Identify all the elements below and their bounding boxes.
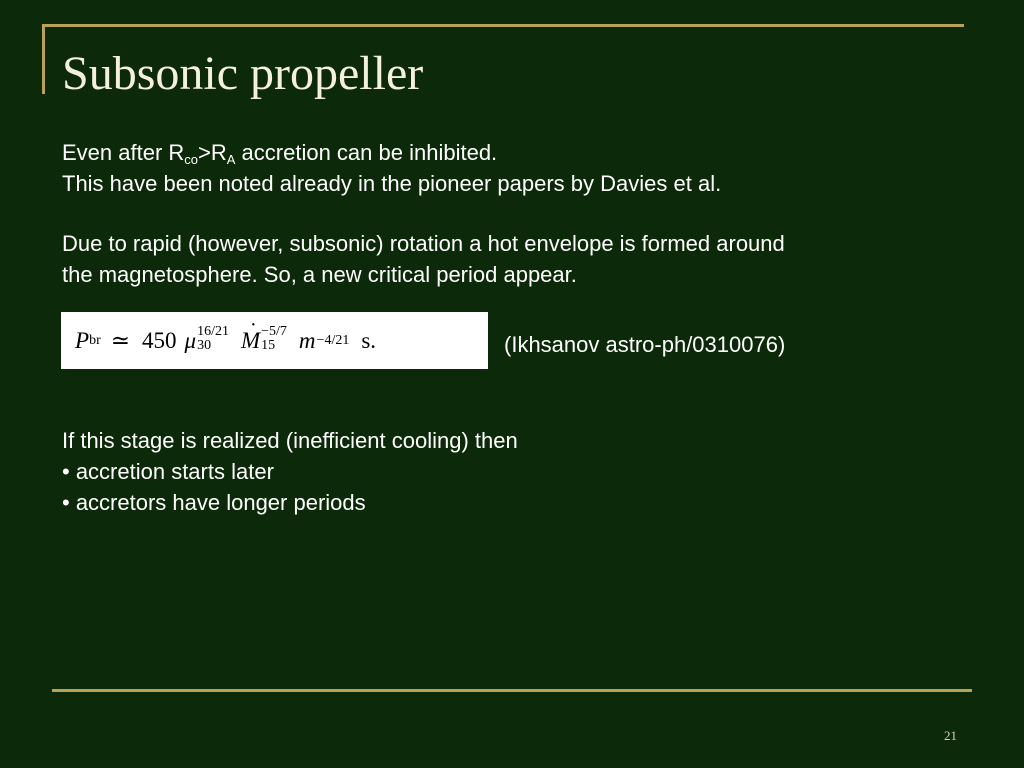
frame-top-rule (42, 24, 964, 27)
formula-m: m (298, 327, 316, 353)
formula-mu-scripts (197, 325, 229, 353)
slide-title: Subsonic propeller (62, 47, 424, 100)
paragraph-line: This have been noted already in the pioneer papers by Davies et al. (62, 171, 722, 196)
formula-mdot: · M (241, 328, 260, 354)
critical-period-formula (61, 312, 488, 369)
formula-unit: s. (361, 327, 377, 353)
frame-bottom-rule (52, 689, 972, 692)
formula-p: P (75, 327, 90, 353)
formula-mu: μ (184, 327, 197, 353)
paragraph-line: the magnetosphere. So, a new critical period appear. (62, 262, 577, 287)
text-run: >R (198, 140, 227, 165)
formula-approx: ≃ (110, 327, 131, 353)
paragraph-accretion-inhibited (62, 137, 721, 199)
reference-citation: (Ikhsanov astro-ph/0310076) (504, 332, 786, 357)
formula-coef: 450 (142, 327, 177, 353)
formula-p-sub: br (89, 332, 101, 348)
paragraph-line (62, 137, 721, 168)
bullet-item: • accretion starts later (62, 459, 274, 484)
formula-mdot-sub: 15 (261, 337, 276, 353)
text-run: accretion can be inhibited. (235, 140, 498, 165)
formula-mu-sub: 30 (197, 337, 212, 353)
formula-mdot-sup: −5/7 (261, 323, 287, 339)
formula-m-scripts (261, 325, 287, 353)
bullet-item: • accretors have longer periods (62, 490, 366, 515)
formula-m-sup: −4/21 (316, 332, 350, 348)
paragraph-line: Due to rapid (however, subsonic) rotation a hot envelope is formed around (62, 231, 785, 256)
frame-left-rule (42, 24, 45, 94)
paragraph-consequences (62, 425, 518, 518)
paragraph-hot-envelope (62, 228, 942, 290)
slide-number: 21 (944, 728, 957, 743)
paragraph-line: If this stage is realized (inefficient cooling) then (62, 428, 518, 453)
subscript-co: co (184, 152, 199, 167)
subscript-a: A (226, 152, 236, 167)
text-run: Even after R (62, 140, 185, 165)
formula-mu-sup: 16/21 (197, 323, 229, 339)
